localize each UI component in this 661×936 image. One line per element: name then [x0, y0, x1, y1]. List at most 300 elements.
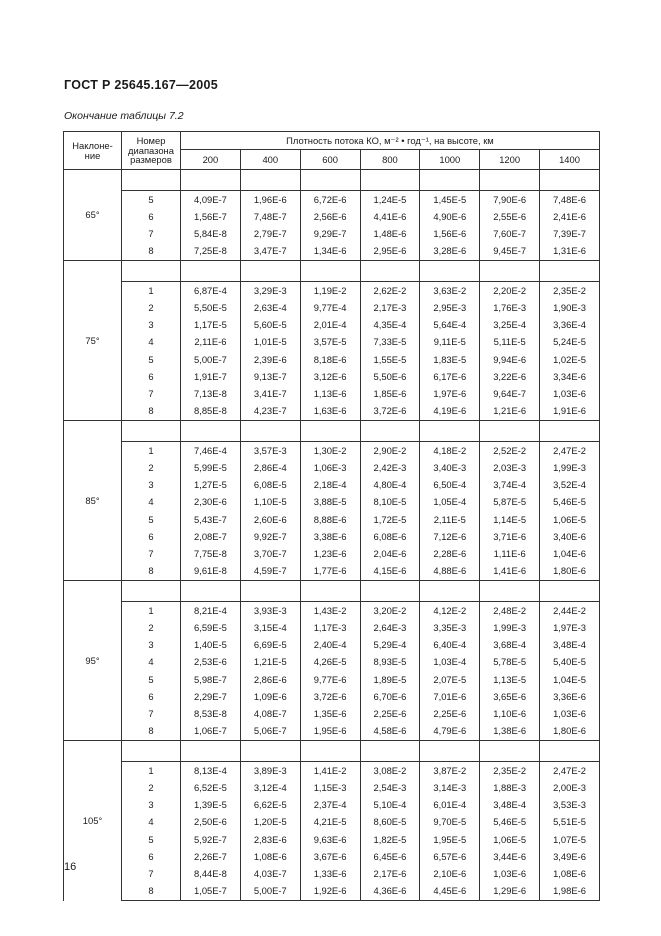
flux-value-cell: 1,82Е-5: [360, 831, 420, 848]
flux-value-cell: 5,43Е-7: [181, 511, 241, 528]
flux-value-cell: 4,12Е-2: [420, 602, 480, 620]
table-row: [64, 706, 600, 723]
table-row: [64, 563, 600, 581]
tilt-cell: 75°: [64, 261, 122, 421]
spacer-cell: [240, 170, 300, 191]
flux-value-cell: 9,13Е-7: [240, 368, 300, 385]
flux-value-cell: 5,10Е-4: [360, 797, 420, 814]
flux-value-cell: 7,48Е-7: [240, 208, 300, 225]
spacer-cell: [360, 421, 420, 442]
flux-value-cell: 8,18Е-6: [300, 351, 360, 368]
flux-value-cell: 4,36Е-6: [360, 883, 420, 901]
flux-value-cell: 5,24Е-5: [540, 334, 600, 351]
size-range-cell: 6: [122, 528, 181, 545]
flux-value-cell: 1,03Е-6: [480, 866, 540, 883]
flux-value-cell: 3,74Е-4: [480, 477, 540, 494]
flux-value-cell: 1,88Е-3: [480, 779, 540, 796]
flux-value-cell: 1,01Е-5: [240, 334, 300, 351]
flux-value-cell: 2,10Е-6: [420, 866, 480, 883]
table-row: [64, 779, 600, 796]
altitude-header-200: 200: [181, 150, 241, 170]
flux-value-cell: 5,11Е-5: [480, 334, 540, 351]
flux-value-cell: 1,11Е-6: [480, 546, 540, 563]
size-range-cell: 7: [122, 546, 181, 563]
flux-value-cell: 9,77Е-4: [300, 299, 360, 316]
spacer-cell: [300, 261, 360, 282]
flux-value-cell: 3,12Е-4: [240, 779, 300, 796]
table-row: [64, 477, 600, 494]
flux-value-cell: 4,23Е-7: [240, 403, 300, 421]
flux-value-cell: 6,57Е-6: [420, 848, 480, 865]
flux-value-cell: 5,46Е-5: [480, 814, 540, 831]
flux-value-cell: 6,45Е-6: [360, 848, 420, 865]
flux-value-cell: 1,95Е-6: [300, 723, 360, 741]
flux-value-cell: 9,11Е-5: [420, 334, 480, 351]
flux-value-cell: 1,91Е-7: [181, 368, 241, 385]
table-row: [64, 243, 600, 261]
size-range-cell: 4: [122, 334, 181, 351]
spacer-cell: [300, 421, 360, 442]
flux-value-cell: 3,22Е-6: [480, 368, 540, 385]
size-range-cell: 2: [122, 779, 181, 796]
spacer-cell: [540, 421, 600, 442]
flux-value-cell: 2,42Е-3: [360, 459, 420, 476]
table-row: [64, 403, 600, 421]
flux-value-cell: 2,20Е-2: [480, 282, 540, 300]
flux-value-cell: 5,40Е-5: [540, 654, 600, 671]
spacer-cell: [420, 421, 480, 442]
table-row: [64, 226, 600, 243]
size-range-cell: 4: [122, 494, 181, 511]
flux-value-cell: 3,67Е-6: [300, 848, 360, 865]
flux-value-cell: 2,41Е-6: [540, 208, 600, 225]
flux-value-cell: 2,25Е-6: [420, 706, 480, 723]
flux-value-cell: 3,28Е-6: [420, 243, 480, 261]
size-range-cell: 8: [122, 243, 181, 261]
size-range-cell: 4: [122, 654, 181, 671]
flux-value-cell: 5,06Е-7: [240, 723, 300, 741]
flux-value-cell: 4,88Е-6: [420, 563, 480, 581]
flux-value-cell: 5,50Е-6: [360, 368, 420, 385]
flux-value-cell: 2,26Е-7: [181, 848, 241, 865]
flux-value-cell: 3,08Е-2: [360, 762, 420, 780]
flux-value-cell: 1,41Е-2: [300, 762, 360, 780]
flux-value-cell: 4,58Е-6: [360, 723, 420, 741]
flux-value-cell: 1,03Е-4: [420, 654, 480, 671]
flux-value-cell: 2,37Е-4: [300, 797, 360, 814]
spacer-cell: [240, 581, 300, 602]
flux-value-cell: 1,83Е-5: [420, 351, 480, 368]
flux-value-cell: 3,65Е-6: [480, 688, 540, 705]
size-range-cell: 1: [122, 282, 181, 300]
flux-value-cell: 2,03Е-3: [480, 459, 540, 476]
flux-value-cell: 1,05Е-7: [181, 883, 241, 901]
flux-value-cell: 3,68Е-4: [480, 637, 540, 654]
spacer-cell: [360, 170, 420, 191]
flux-value-cell: 7,33Е-5: [360, 334, 420, 351]
flux-value-cell: 1,80Е-6: [540, 563, 600, 581]
size-range-cell: 6: [122, 688, 181, 705]
flux-value-cell: 2,54Е-3: [360, 779, 420, 796]
flux-value-cell: 8,88Е-6: [300, 511, 360, 528]
flux-value-cell: 1,92Е-6: [300, 883, 360, 901]
spacer-cell: [480, 170, 540, 191]
flux-value-cell: 3,72Е-6: [360, 403, 420, 421]
flux-value-cell: 4,45Е-6: [420, 883, 480, 901]
flux-value-cell: 1,17Е-3: [300, 619, 360, 636]
table-row: [64, 883, 600, 901]
size-range-cell: 8: [122, 883, 181, 901]
flux-value-cell: 5,78Е-5: [480, 654, 540, 671]
flux-value-cell: 4,18Е-2: [420, 442, 480, 460]
table-row: [64, 762, 600, 780]
flux-value-cell: 8,85Е-8: [181, 403, 241, 421]
altitude-header-1000: 1000: [420, 150, 480, 170]
flux-value-cell: 5,46Е-5: [540, 494, 600, 511]
flux-value-cell: 1,31Е-6: [540, 243, 600, 261]
flux-value-cell: 1,29Е-6: [480, 883, 540, 901]
flux-value-cell: 1,06Е-5: [480, 831, 540, 848]
flux-value-cell: 3,72Е-6: [300, 688, 360, 705]
flux-value-cell: 2,50Е-6: [181, 814, 241, 831]
spacer-cell: [420, 170, 480, 191]
flux-value-cell: 2,25Е-6: [360, 706, 420, 723]
flux-value-cell: 6,62Е-5: [240, 797, 300, 814]
group-header-row: [64, 261, 600, 282]
flux-value-cell: 5,00Е-7: [240, 883, 300, 901]
flux-value-cell: 1,56Е-7: [181, 208, 241, 225]
flux-value-cell: 1,38Е-6: [480, 723, 540, 741]
size-range-cell: 6: [122, 368, 181, 385]
flux-value-cell: 1,10Е-6: [480, 706, 540, 723]
flux-value-cell: 3,20Е-2: [360, 602, 420, 620]
flux-value-cell: 3,70Е-7: [240, 546, 300, 563]
group-header-row: [64, 421, 600, 442]
flux-value-cell: 3,63Е-2: [420, 282, 480, 300]
flux-value-cell: 4,15Е-6: [360, 563, 420, 581]
table-row: [64, 723, 600, 741]
size-range-cell: 6: [122, 848, 181, 865]
size-range-cell: 2: [122, 299, 181, 316]
spacer-cell: [300, 741, 360, 762]
flux-value-cell: 1,06Е-7: [181, 723, 241, 741]
flux-value-cell: 3,57Е-3: [240, 442, 300, 460]
flux-value-cell: 1,91Е-6: [540, 403, 600, 421]
flux-value-cell: 3,87Е-2: [420, 762, 480, 780]
table-caption: Окончание таблицы 7.2: [64, 110, 184, 122]
flux-value-cell: 1,43Е-2: [300, 602, 360, 620]
flux-value-cell: 4,09Е-7: [181, 191, 241, 209]
flux-value-cell: 1,96Е-6: [240, 191, 300, 209]
flux-value-cell: 9,92Е-7: [240, 528, 300, 545]
tilt-cell: 95°: [64, 581, 122, 741]
table-row: [64, 208, 600, 225]
flux-value-cell: 7,01Е-6: [420, 688, 480, 705]
flux-value-cell: 4,35Е-4: [360, 317, 420, 334]
flux-value-cell: 7,25Е-8: [181, 243, 241, 261]
flux-value-cell: 9,61Е-8: [181, 563, 241, 581]
table-row: [64, 797, 600, 814]
flux-value-cell: 8,44Е-8: [181, 866, 241, 883]
flux-value-cell: 1,08Е-6: [240, 848, 300, 865]
flux-value-cell: 9,63Е-6: [300, 831, 360, 848]
flux-value-cell: 2,60Е-6: [240, 511, 300, 528]
flux-value-cell: 1,35Е-6: [300, 706, 360, 723]
spacer-cell: [480, 421, 540, 442]
flux-value-cell: 2,28Е-6: [420, 546, 480, 563]
tilt-cell: 105°: [64, 741, 122, 901]
size-range-cell: 5: [122, 351, 181, 368]
flux-value-cell: 1,40Е-5: [181, 637, 241, 654]
flux-value-cell: 1,48Е-6: [360, 226, 420, 243]
spacer-cell: [181, 170, 241, 191]
flux-value-cell: 3,44Е-6: [480, 848, 540, 865]
flux-value-cell: 1,17Е-5: [181, 317, 241, 334]
flux-value-cell: 6,72Е-6: [300, 191, 360, 209]
flux-value-cell: 2,00Е-3: [540, 779, 600, 796]
size-range-cell: 3: [122, 637, 181, 654]
table-row: [64, 368, 600, 385]
flux-value-cell: 1,05Е-4: [420, 494, 480, 511]
flux-value-cell: 6,70Е-6: [360, 688, 420, 705]
size-range-cell: 3: [122, 797, 181, 814]
group-header-row: [64, 170, 600, 191]
spacer-cell: [122, 261, 181, 282]
flux-value-cell: 5,60Е-5: [240, 317, 300, 334]
flux-value-cell: 1,39Е-5: [181, 797, 241, 814]
flux-value-cell: 9,64Е-7: [480, 386, 540, 403]
table-row: [64, 654, 600, 671]
flux-value-cell: 6,01Е-4: [420, 797, 480, 814]
flux-value-cell: 2,55Е-6: [480, 208, 540, 225]
table-row: [64, 671, 600, 688]
flux-value-cell: 4,90Е-6: [420, 208, 480, 225]
table-row: [64, 546, 600, 563]
flux-value-cell: 1,07Е-5: [540, 831, 600, 848]
flux-value-cell: 3,40Е-3: [420, 459, 480, 476]
flux-value-cell: 8,60Е-5: [360, 814, 420, 831]
spacer-cell: [300, 581, 360, 602]
table-row: [64, 299, 600, 316]
altitude-header-800: 800: [360, 150, 420, 170]
table-row: [64, 386, 600, 403]
size-range-cell: 1: [122, 762, 181, 780]
flux-value-cell: 3,52Е-4: [540, 477, 600, 494]
flux-value-cell: 9,29Е-7: [300, 226, 360, 243]
altitude-header-400: 400: [240, 150, 300, 170]
flux-value-cell: 2,30Е-6: [181, 494, 241, 511]
size-range-cell: 3: [122, 317, 181, 334]
tilt-cell: 85°: [64, 421, 122, 581]
flux-value-cell: 1,97Е-6: [420, 386, 480, 403]
spacer-cell: [122, 581, 181, 602]
size-range-cell: 8: [122, 563, 181, 581]
flux-value-cell: 1,63Е-6: [300, 403, 360, 421]
flux-value-cell: 2,39Е-6: [240, 351, 300, 368]
size-range-cell: 1: [122, 442, 181, 460]
flux-value-cell: 3,15Е-4: [240, 619, 300, 636]
flux-value-cell: 3,38Е-6: [300, 528, 360, 545]
flux-value-cell: 1,33Е-6: [300, 866, 360, 883]
size-range-cell: 7: [122, 226, 181, 243]
table-row: [64, 494, 600, 511]
flux-value-cell: 6,87Е-4: [181, 282, 241, 300]
table-row: [64, 511, 600, 528]
flux-value-cell: 5,99Е-5: [181, 459, 241, 476]
spacer-cell: [360, 261, 420, 282]
spacer-cell: [300, 170, 360, 191]
flux-value-cell: 3,29Е-3: [240, 282, 300, 300]
flux-density-table: [63, 131, 600, 901]
flux-value-cell: 3,14Е-3: [420, 779, 480, 796]
flux-value-cell: 8,93Е-5: [360, 654, 420, 671]
size-range-cell: 7: [122, 706, 181, 723]
flux-value-cell: 1,23Е-6: [300, 546, 360, 563]
flux-value-cell: 2,18Е-4: [300, 477, 360, 494]
table-row: [64, 282, 600, 300]
flux-value-cell: 1,99Е-3: [480, 619, 540, 636]
flux-value-cell: 2,40Е-4: [300, 637, 360, 654]
flux-value-cell: 1,04Е-6: [540, 546, 600, 563]
flux-value-cell: 3,25Е-4: [480, 317, 540, 334]
flux-value-cell: 1,55Е-5: [360, 351, 420, 368]
table-row: [64, 602, 600, 620]
flux-value-cell: 1,20Е-5: [240, 814, 300, 831]
flux-value-cell: 6,17Е-6: [420, 368, 480, 385]
flux-value-cell: 3,49Е-6: [540, 848, 600, 865]
flux-value-cell: 1,89Е-5: [360, 671, 420, 688]
flux-value-cell: 6,52Е-5: [181, 779, 241, 796]
header-tilt: Наклоне- ние: [64, 132, 122, 170]
flux-value-cell: 1,13Е-6: [300, 386, 360, 403]
spacer-cell: [181, 421, 241, 442]
size-range-cell: 5: [122, 511, 181, 528]
tilt-cell: 65°: [64, 170, 122, 261]
flux-value-cell: 1,27Е-5: [181, 477, 241, 494]
table-row: [64, 317, 600, 334]
flux-value-cell: 2,17Е-3: [360, 299, 420, 316]
flux-value-cell: 2,44Е-2: [540, 602, 600, 620]
flux-value-cell: 3,34Е-6: [540, 368, 600, 385]
flux-value-cell: 1,14Е-5: [480, 511, 540, 528]
size-range-cell: 7: [122, 386, 181, 403]
flux-value-cell: 5,84Е-8: [181, 226, 241, 243]
flux-value-cell: 4,80Е-4: [360, 477, 420, 494]
size-range-cell: 2: [122, 619, 181, 636]
flux-value-cell: 7,39Е-7: [540, 226, 600, 243]
size-range-cell: 2: [122, 459, 181, 476]
flux-value-cell: 2,47Е-2: [540, 762, 600, 780]
spacer-cell: [480, 261, 540, 282]
size-range-cell: 3: [122, 477, 181, 494]
flux-value-cell: 7,60Е-7: [480, 226, 540, 243]
flux-value-cell: 5,29Е-4: [360, 637, 420, 654]
flux-value-cell: 1,41Е-6: [480, 563, 540, 581]
spacer-cell: [480, 581, 540, 602]
flux-value-cell: 1,19Е-2: [300, 282, 360, 300]
spacer-cell: [122, 170, 181, 191]
flux-value-cell: 6,69Е-5: [240, 637, 300, 654]
table-row: [64, 637, 600, 654]
flux-value-cell: 9,77Е-6: [300, 671, 360, 688]
flux-value-cell: 1,98Е-6: [540, 883, 600, 901]
flux-value-cell: 1,95Е-5: [420, 831, 480, 848]
flux-value-cell: 3,93Е-3: [240, 602, 300, 620]
flux-value-cell: 7,13Е-8: [181, 386, 241, 403]
flux-value-cell: 4,21Е-5: [300, 814, 360, 831]
flux-value-cell: 2,47Е-2: [540, 442, 600, 460]
spacer-cell: [240, 741, 300, 762]
flux-value-cell: 1,99Е-3: [540, 459, 600, 476]
spacer-cell: [240, 421, 300, 442]
flux-value-cell: 8,21Е-4: [181, 602, 241, 620]
flux-value-cell: 3,48Е-4: [540, 637, 600, 654]
flux-value-cell: 2,90Е-2: [360, 442, 420, 460]
table-row: [64, 848, 600, 865]
flux-value-cell: 2,95Е-3: [420, 299, 480, 316]
flux-value-cell: 1,30Е-2: [300, 442, 360, 460]
flux-value-cell: 6,50Е-4: [420, 477, 480, 494]
table-row: [64, 814, 600, 831]
flux-value-cell: 8,13Е-4: [181, 762, 241, 780]
table-row: [64, 831, 600, 848]
flux-value-cell: 2,11Е-6: [181, 334, 241, 351]
flux-value-cell: 2,07Е-5: [420, 671, 480, 688]
flux-value-cell: 1,10Е-5: [240, 494, 300, 511]
spacer-cell: [181, 261, 241, 282]
spacer-cell: [360, 581, 420, 602]
flux-value-cell: 1,04Е-5: [540, 671, 600, 688]
table-row: [64, 866, 600, 883]
size-range-cell: 6: [122, 208, 181, 225]
flux-value-cell: 1,34Е-6: [300, 243, 360, 261]
flux-value-cell: 5,98Е-7: [181, 671, 241, 688]
size-range-cell: 8: [122, 403, 181, 421]
flux-value-cell: 2,04Е-6: [360, 546, 420, 563]
table-row: [64, 688, 600, 705]
spacer-cell: [540, 261, 600, 282]
flux-value-cell: 3,47Е-7: [240, 243, 300, 261]
flux-value-cell: 1,76Е-3: [480, 299, 540, 316]
flux-value-cell: 1,97Е-3: [540, 619, 600, 636]
flux-value-cell: 1,03Е-6: [540, 706, 600, 723]
flux-value-cell: 2,35Е-2: [540, 282, 600, 300]
flux-value-cell: 1,80Е-6: [540, 723, 600, 741]
flux-value-cell: 6,08Е-5: [240, 477, 300, 494]
spacer-cell: [240, 261, 300, 282]
flux-value-cell: 3,40Е-6: [540, 528, 600, 545]
flux-value-cell: 7,12Е-6: [420, 528, 480, 545]
flux-value-cell: 3,36Е-6: [540, 688, 600, 705]
table-row: [64, 191, 600, 209]
flux-value-cell: 3,48Е-4: [480, 797, 540, 814]
flux-value-cell: 4,26Е-5: [300, 654, 360, 671]
flux-value-cell: 7,90Е-6: [480, 191, 540, 209]
table-body: [64, 170, 600, 901]
flux-value-cell: 5,50Е-5: [181, 299, 241, 316]
flux-value-cell: 5,00Е-7: [181, 351, 241, 368]
flux-value-cell: 1,72Е-5: [360, 511, 420, 528]
spacer-cell: [360, 741, 420, 762]
flux-value-cell: 1,02Е-5: [540, 351, 600, 368]
flux-value-cell: 2,29Е-7: [181, 688, 241, 705]
flux-value-cell: 2,53Е-6: [181, 654, 241, 671]
flux-value-cell: 1,08Е-6: [540, 866, 600, 883]
spacer-cell: [122, 741, 181, 762]
group-header-row: [64, 581, 600, 602]
flux-value-cell: 1,06Е-3: [300, 459, 360, 476]
size-range-cell: 5: [122, 831, 181, 848]
